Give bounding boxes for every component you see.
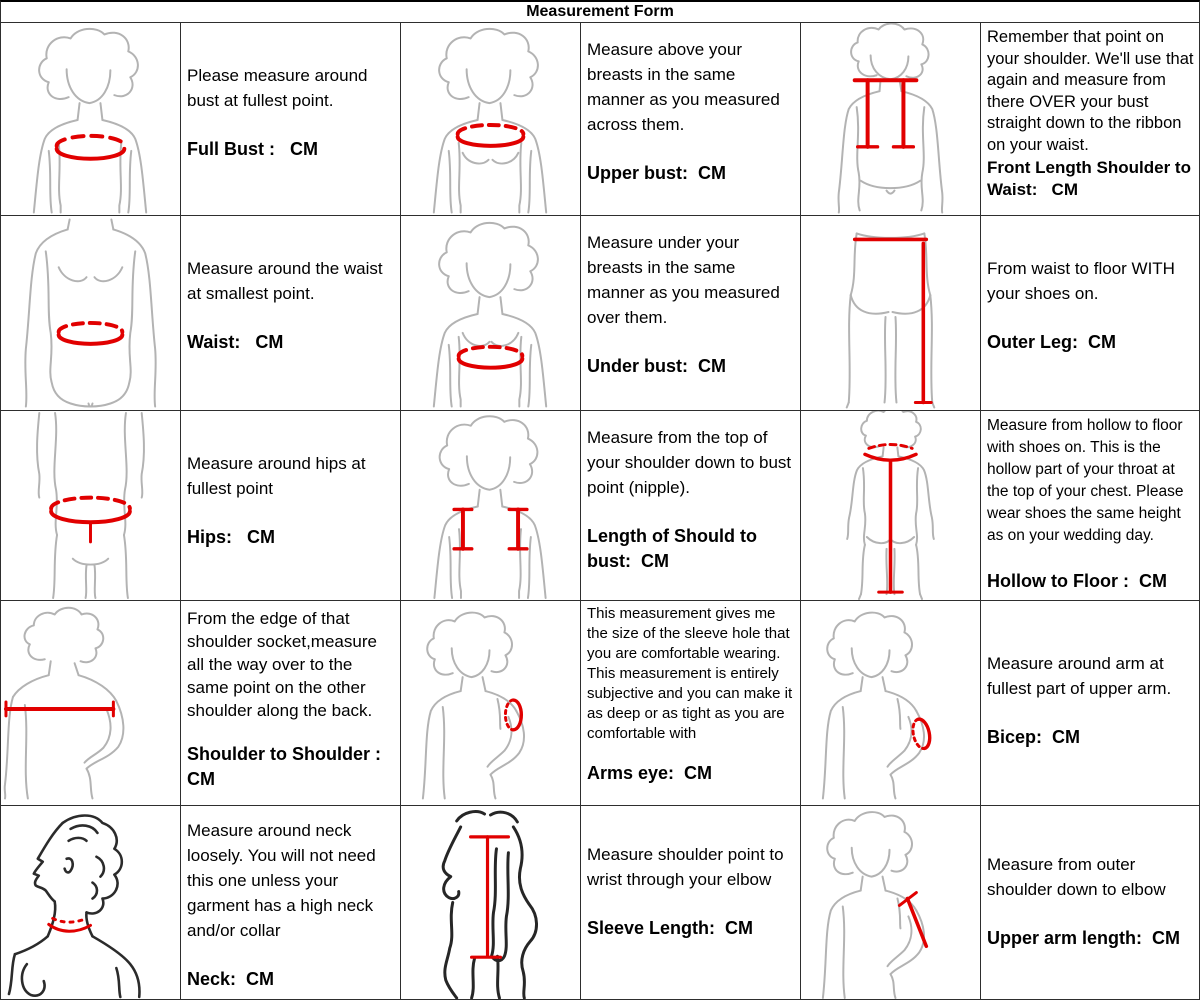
upper-arm-length-figure [801,806,980,999]
measurement-label: Front Length Shoulder to Waist: CM [987,158,1196,199]
cell-upper-arm-length-figure [801,806,981,999]
full-bust-figure [1,23,180,215]
cell-waist-figure [1,216,181,411]
measurement-label: Shoulder to Shoulder : CM [187,744,387,789]
measurement-description: From the edge of that shoulder socket,measure all the way over to the same point on the other shoulder along the back. [187,609,382,720]
measurement-label: Waist: CM [187,332,284,352]
measurement-label: Upper bust: CM [587,163,726,183]
measurement-description: Measure above your breasts in the same manner as you measured across them. [587,40,785,134]
neck-figure [1,806,180,999]
page-title: Measurement Form [1,2,1199,23]
cell-under-bust-text [581,216,801,411]
cell-sleeve-length-text [581,806,801,999]
cell-upper-bust-text [581,23,801,216]
cell-outer-leg-text [981,216,1199,411]
measurement-label: Neck: CM [187,969,275,989]
shoulder-to-shoulder-figure [1,601,180,805]
arms-eye-figure [401,601,580,805]
cell-front-length-figure [801,23,981,216]
hips-figure [1,411,180,600]
cell-upper-arm-length-text [981,806,1199,999]
hollow-to-floor-figure [801,411,980,600]
cell-sleeve-length-figure [401,806,581,999]
cell-full-bust-text [181,23,401,216]
measurement-description: Measure around neck loosely. You will not need this one unless your garment has a high neck and/or collar [187,821,381,940]
cell-full-bust-figure [1,23,181,216]
sleeve-length-figure [401,806,580,999]
cell-shoulder-to-bust-text [581,411,801,601]
measurement-description: Measure from outer shoulder down to elbow [987,855,1166,899]
measurement-description: Remember that point on your shoulder. We'll use that again and measure from there OVER your bust straight down to the ribbon on your waist. [987,28,1199,154]
cell-shoulder-to-bust-figure [401,411,581,601]
measurement-description: From waist to floor WITH your shoes on. [987,259,1180,303]
measurement-description: Measure from the top of your shoulder down to bust point (nipple). [587,428,796,497]
measurement-label: Sleeve Length: CM [587,918,754,938]
cell-upper-bust-figure [401,23,581,216]
cell-outer-leg-figure [801,216,981,411]
measurement-description: Measure around arm at fullest part of upper arm. [987,654,1172,698]
measurement-description: Please measure around bust at fullest point. [187,66,373,110]
cell-front-length-text [981,23,1199,216]
measurement-label: Length of Should to bust: CM [587,526,762,571]
measurement-label: Under bust: CM [587,356,726,376]
cell-hips-text [181,411,401,601]
measurement-description: Measure around hips at fullest point [187,454,371,498]
cell-shoulder-to-shoulder-text [181,601,401,806]
cell-bicep-figure [801,601,981,806]
bicep-figure [801,601,980,805]
cell-hollow-to-floor-figure [801,411,981,601]
cell-neck-figure [1,806,181,999]
measurement-description: Measure from hollow to floor with shoes on. This is the hollow part of your throat at the top of your chest. Please wear shoes the same height as on your wedding day. [987,417,1188,544]
cell-hollow-to-floor-text [981,411,1199,601]
measurement-label: Full Bust : CM [187,139,318,159]
under-bust-figure [401,216,580,410]
measurement-description: Measure shoulder point to wrist through your elbow [587,845,789,889]
cell-neck-text [181,806,401,999]
cell-hips-figure [1,411,181,601]
measurement-description: Measure around the waist at smallest point. [187,259,388,303]
waist-figure [1,216,180,410]
upper-bust-figure [401,23,580,215]
measurement-label: Arms eye: CM [587,763,713,783]
cell-arms-eye-text [581,601,801,806]
cell-arms-eye-figure [401,601,581,806]
cell-bicep-text [981,601,1199,806]
measurement-label: Bicep: CM [987,727,1081,747]
outer-leg-figure [801,216,980,410]
shoulder-to-bust-figure [401,411,580,600]
cell-waist-text [181,216,401,411]
measurement-label: Outer Leg: CM [987,332,1116,352]
front-length-shoulder-to-waist-figure [801,23,980,215]
measurement-label: Hollow to Floor : CM [987,571,1167,591]
cell-under-bust-figure [401,216,581,411]
measurement-description: Measure under your breasts in the same manner as you measured over them. [587,233,785,327]
measurement-label: Hips: CM [187,527,275,547]
measurement-description: This measurement gives me the size of the sleeve hole that you are comfortable wearing. This measurement is entirely subjective and you can make it as deep or as tight as you are comfortable with [587,605,797,742]
measurement-label: Upper arm length: CM [987,928,1181,948]
cell-shoulder-to-shoulder-figure [1,601,181,806]
